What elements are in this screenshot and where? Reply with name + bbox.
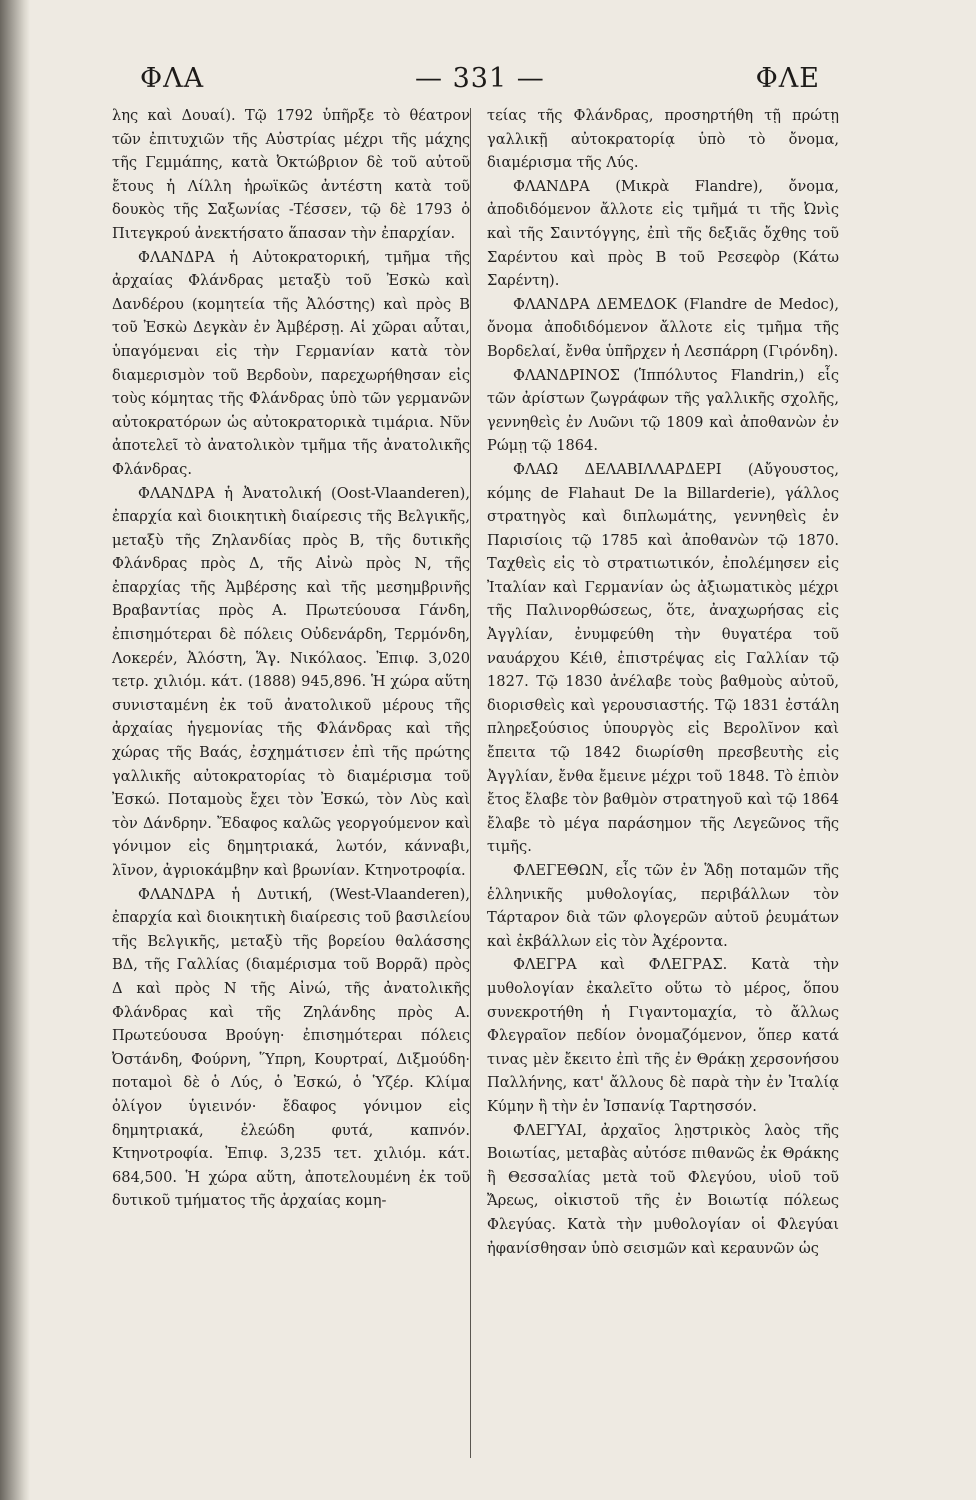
left-column: [112, 104, 470, 1213]
paragraph: ΦΛΕΓΡΑ καὶ ΦΛΕΓΡΑΣ. Κατὰ τὴν μυθολογίαν ἐκαλεῖτο οὕτω τὸ μέρος, ὅπου συνεκροτήθη ἡ Γιγαντομαχία, τὸ ἄλλως Φλεγραῖον πεδίον ὀνομαζόμενον, ὅπερ κατά τινας μὲν ἔκειτο ἐπὶ τῆς ἐν Θράκῃ χερσονήσου Παλλήνης, κατ' ἄλλους δὲ παρὰ τὴν ἐν Ἰταλίᾳ Κύμην ἢ τὴν ἐν Ἰσπανίᾳ Ταρτησσόν.: [487, 956, 839, 1115]
paragraph: ΦΛΑΩ ΔΕΛΑΒΙΛΛΑΡΔΕΡΙ (Αὔγουστος, κόμης de Flahaut De la Billarderie), γάλλος στρατηγὸς καὶ διπλωμάτης, γεννηθεὶς ἐν Παρισίοις τῷ 1785 καὶ ἀποθανὼν τῷ 1870. Ταχθεὶς εἰς τὸ στρατιωτικόν, ἐπολέμησεν εἰς Ἰταλίαν καὶ Γερμανίαν ὡς ἀξιωματικὸς μέχρι τῆς Παλινορθώσεως, ὅτε, ἀναχωρήσας εἰς Ἀγγλίαν, ἐνυμφεύθη τὴν θυγατέρα τοῦ ναυάρχου Κέιθ, ἐπιστρέψας εἰς Γαλλίαν τῷ 1827. Τῷ 1830 ἀνέλαβε τοὺς βαθμοὺς αὐτοῦ, διορισθεὶς καὶ γερουσιαστής. Τῷ 1831 ἐστάλη πληρεξούσιος ὑπουργὸς εἰς Βερολῖνον καὶ ἔπειτα τῷ 1842 διωρίσθη πρεσβευτὴς εἰς Ἀγγλίαν, ἔνθα ἔμεινε μέχρι τοῦ 1848. Τὸ ἐπιὸν ἔτος ἔλαβε τὸν βαθμὸν στρατηγοῦ καὶ τῷ 1864 ἔλαβε τὸ μέγα παράσημον τῆς Λεγεῶνος τῆς τιμῆς.: [487, 460, 839, 856]
right-column: [487, 104, 839, 1260]
paragraph: ΦΛΑΝΔΡΑ ΔΕΜΕΔΟΚ (Flandre de Medoc), ὄνομα ἀποδιδόμενον ἄλλοτε εἰς τμῆμα τῆς Βορδελαί, ἔνθα ὑπῆρχεν ἡ Λεσπάρρη (Γιρόνδη).: [487, 295, 839, 360]
paragraph: τείας τῆς Φλάνδρας, προσηρτήθη τῇ πρώτῃ γαλλικῇ αὐτοκρατορίᾳ ὑπὸ τὸ ὄνομα, διαμέρισμα τῆς Λύς.: [487, 107, 839, 172]
paragraph: ΦΛΑΝΔΡΑ ἡ Αὐτοκρατορική, τμῆμα τῆς ἀρχαίας Φλάνδρας μεταξὺ τοῦ Ἐσκὼ καὶ Δανδέρου (κομητεία τῆς Ἀλόστης) καὶ πρὸς Β τοῦ Ἐσκὼ Δεγκὰν ἐν Ἀμβέρσῃ. Αἱ χῶραι αὗται, ὑπαγόμεναι εἰς τὴν Γερμανίαν κατὰ τὸν διαμερισμὸν τοῦ Βερδοὺν, παρεχωρήθησαν εἰς τοὺς κόμητας τῆς Φλάνδρας ὑπὸ τῶν γερμανῶν αὐτοκρατόρων ὡς αὐτοκρατορικὰ τιμάρια. Νῦν ἀποτελεῖ τὸ ἀνατολικὸν τμῆμα τῆς ἀνατολικῆς Φλάνδρας.: [112, 248, 470, 478]
paragraph: ΦΛΑΝΔΡΑ ἡ Δυτική, (West-Vlaanderen), ἐπαρχία καὶ διοικητικὴ διαίρεσις τοῦ βασιλείου τῆς Βελγικῆς, μεταξὺ τῆς βορείου θαλάσσης ΒΔ, τῆς Γαλλίας (διαμέρισμα τοῦ Βορρᾶ) πρὸς Δ καὶ πρὸς Ν τῆς Αἰνώ, τῆς ἀνατολικῆς Φλάνδρας καὶ τῆς Ζηλάνδης πρὸς Α. Πρωτεύουσα Βρούγη· ἐπισημότεραι πόλεις Ὀστάνδη, Φούρνη, Ὕπρη, Κουρτραί, Διξμούδη· ποταμοὶ δὲ ὁ Λύς, ὁ Ἐσκώ, ὁ Ὑζέρ. Κλίμα ὀλίγον ὑγιεινόν· ἔδαφος γόνιμον εἰς δημητριακά, ἐλεώδη φυτά, καπνόν. Κτηνοτροφία. Ἐπιφ. 3,235 τετ. χιλιόμ. κάτ. 684,500. Ἡ χώρα αὕτη, ἀποτελουμένη ἐκ τοῦ δυτικοῦ τμήματος τῆς ἀρχαίας κομη-: [112, 885, 470, 1210]
book-spine-shadow: [0, 0, 30, 1500]
paragraph: ΦΛΑΝΔΡΙΝΟΣ (Ἱππόλυτος Flandrin,) εἷς τῶν ἀρίστων ζωγράφων τῆς γαλλικῆς σχολῆς, γεννηθεὶς ἐν Λυῶνι τῷ 1809 καὶ ἀποθανὼν ἐν Ρώμῃ τῷ 1864.: [487, 366, 839, 455]
running-header: [140, 58, 820, 98]
paragraph: ΦΛΑΝΔΡΑ (Μικρὰ Flandre), ὄνομα, ἀποδιδόμενον ἄλλοτε εἰς τμῆμά τι τῆς Ὠνὶς καὶ τῆς Σαιντόγγης, ἐπὶ τῆς δεξιᾶς ὄχθης τοῦ Σαρέντου καὶ πρὸς Β τοῦ Ρεσεφὸρ (Κάτω Σαρέντη).: [487, 177, 839, 290]
header-left-keyword: ΦΛΑ: [140, 62, 205, 94]
header-right-keyword: ΦΛΕ: [755, 62, 820, 94]
paragraph: ΦΛΑΝΔΡΑ ἡ Ἀνατολική (Oost-Vlaanderen), ἐπαρχία καὶ διοικητικὴ διαίρεσις τῆς Βελγικῆς, μεταξὺ τῆς Ζηλανδίας πρὸς Β, τῆς δυτικῆς Φλάνδρας πρὸς Δ, τῆς Αἰνὼ πρὸς Ν, τῆς ἐπαρχίας τῆς Ἀμβέρσης καὶ τῆς μεσημβρινῆς Βραβαντίας πρὸς Α. Πρωτεύουσα Γάνδη, ἐπισημότεραι δὲ πόλεις Οὐδενάρδη, Τερμόνδη, Λοκερέν, Ἀλόστη, Ἅγ. Νικόλαος. Ἐπιφ. 3,020 τετρ. χιλιόμ. κάτ. (1888) 945,896. Ἡ χώρα αὕτη συνισταμένη ἐκ τοῦ ἀνατολικοῦ μέρους τῆς ἀρχαίας ἡγεμονίας τῆς Φλάνδρας καὶ τῆς χώρας τῆς Βαάς, ἐσχημάτισεν ἐπὶ τῆς πρώτης γαλλικῆς αὐτοκρατορίας τὸ διαμέρισμα τοῦ Ἐσκώ. Ποταμοὺς ἔχει τὸν Ἐσκώ, τὸν Λὺς καὶ τὸν Δάνδρην. Ἔδαφος καλῶς γεοργούμενον καὶ γόνιμον εἰς δημητριακά, λωτόν, κάνναβι, λῖνον, ἀγριοκάμβην καὶ βρωνίαν. Κτηνοτροφία.: [112, 484, 470, 879]
paragraph: ΦΛΕΓΥΑΙ, ἀρχαῖος λῃστρικὸς λαὸς τῆς Βοιωτίας, μεταβὰς αὐτόσε πιθανῶς ἐκ Θράκης ἢ Θεσσαλίας μετὰ τοῦ Φλεγύου, υἱοῦ τοῦ Ἄρεως, οἰκιστοῦ τῆς ἐν Βοιωτίᾳ πόλεως Φλεγύας. Κατὰ τὴν μυθολογίαν οἱ Φλεγύαι ἠφανίσθησαν ὑπὸ σεισμῶν καὶ κεραυνῶν ὡς: [487, 1121, 839, 1257]
page-number: — 331 —: [415, 62, 545, 94]
paragraph: ΦΛΕΓΕΘΩΝ, εἷς τῶν ἐν Ἅδῃ ποταμῶν τῆς ἑλληνικῆς μυθολογίας, περιβάλλων τὸν Τάρταρον διὰ τῶν φλογερῶν αὐτοῦ ῥευμάτων καὶ ἐκβάλλων εἰς τὸν Ἀχέροντα.: [487, 862, 839, 950]
column-divider: [470, 108, 471, 1458]
paragraph: λης καὶ Δουαί). Τῷ 1792 ὑπῆρξε τὸ θέατρον τῶν ἐπιτυχιῶν τῆς Αὐστρίας μέχρι τῆς μάχης τῆς Γεμμάπης, κατὰ Ὀκτώβριον δὲ τοῦ αὐτοῦ ἔτους ἡ Λίλλη ἡρωϊκῶς ἀντέστη κατὰ τοῦ δουκὸς τῆς Σαξωνίας -Τέσσεν, τῷ δὲ 1793 ὁ Πιτεγκρού ἀνεκτήσατο ἅπασαν τὴν ἐπαρχίαν.: [112, 107, 470, 242]
